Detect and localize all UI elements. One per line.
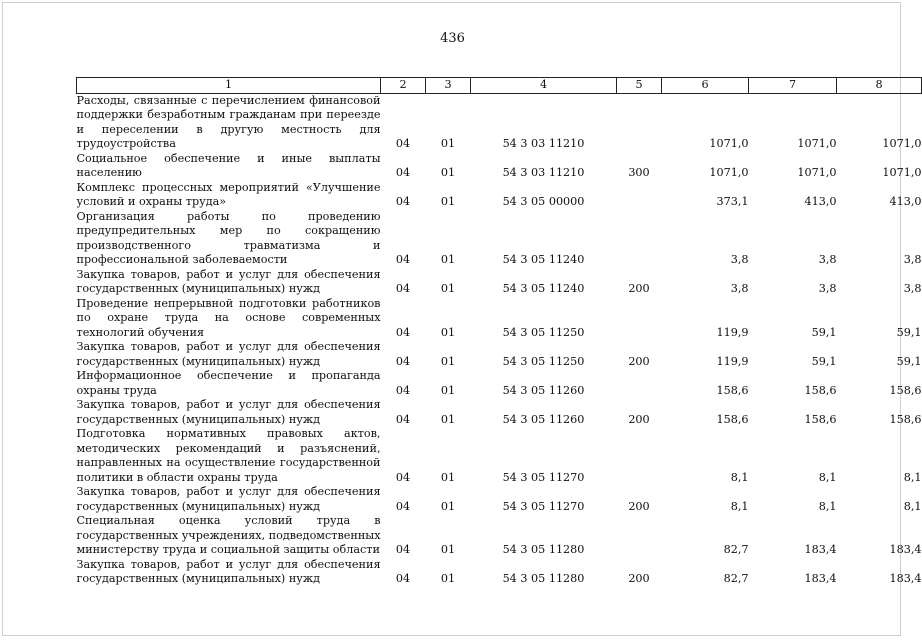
row-value-1: 1071,0 (709, 137, 749, 150)
row-value-3: 8,1 (903, 470, 922, 484)
row-value-2: 413,0 (804, 195, 837, 208)
row-value-2: 1071,0 (797, 166, 837, 179)
row-name: Проведение непрерывной подготовки работников по охране труда на основе современных технологий обучения (76, 296, 381, 339)
row-value-1: 1071,0 (709, 166, 749, 179)
column-header: 4 (471, 78, 617, 94)
row-subsection: 01 (440, 572, 456, 585)
column-header: 3 (426, 78, 471, 94)
column-header: 8 (837, 78, 922, 94)
row-section: 04 (395, 137, 411, 150)
row-name: Подготовка нормативных правовых актов, методических рекомендаций и разъяснений, направленных на осуществление государственной политики в области охраны труда (76, 427, 381, 484)
row-value-1: 82,7 (723, 572, 749, 585)
row-subsection: 01 (440, 412, 456, 426)
row-value-3: 1071,0 (882, 137, 922, 150)
row-expense-type (617, 514, 662, 558)
table-row (77, 485, 922, 514)
table-row (77, 369, 922, 398)
row-expense-type: 200 (628, 282, 650, 295)
row-subsection: 01 (440, 137, 456, 150)
row-expense-type (617, 93, 662, 152)
row-value-1: 119,9 (716, 325, 749, 339)
row-expense-type: 200 (628, 499, 650, 513)
row-value-2: 158,6 (804, 383, 837, 397)
row-value-3: 59,1 (896, 325, 922, 339)
row-value-3: 158,6 (889, 383, 922, 397)
row-expense-type: 200 (628, 572, 650, 585)
row-value-2: 8,1 (818, 499, 837, 513)
table-row (77, 514, 922, 558)
row-section: 04 (395, 325, 411, 339)
row-name: Закупка товаров, работ и услуг для обеспечения государственных (муниципальных) нужд (76, 557, 381, 585)
row-value-3: 8,1 (903, 499, 922, 513)
row-target-code: 54 3 05 11280 (502, 543, 585, 556)
column-header: 6 (662, 78, 749, 94)
row-value-2: 3,8 (818, 253, 837, 266)
row-target-code: 54 3 05 11240 (502, 282, 585, 295)
row-subsection: 01 (440, 325, 456, 339)
row-value-3: 183,4 (889, 543, 922, 556)
row-target-code: 54 3 03 11210 (502, 137, 585, 150)
row-value-1: 82,7 (723, 543, 749, 556)
row-name: Расходы, связанные с перечислением финансовой поддержки безработным гражданам при переезде и переселении в другую местность для трудоустройства (76, 93, 381, 150)
row-section: 04 (395, 383, 411, 397)
row-section: 04 (395, 572, 411, 585)
row-expense-type: 300 (628, 166, 650, 179)
table-row (77, 93, 922, 152)
table-row (77, 268, 922, 297)
row-subsection: 01 (440, 470, 456, 484)
row-value-2: 59,1 (811, 325, 837, 339)
row-section: 04 (395, 253, 411, 266)
row-target-code: 54 3 05 00000 (502, 195, 585, 208)
row-subsection: 01 (440, 166, 456, 179)
row-expense-type (617, 427, 662, 485)
row-section: 04 (395, 470, 411, 484)
row-value-1: 119,9 (716, 354, 749, 368)
row-name: Организация работы по проведению предупредительных мер по сокращению производственного травматизма и профессиональной заболеваемости (76, 209, 381, 266)
row-name: Комплекс процессных мероприятий «Улучшение условий и охраны труда» (76, 180, 381, 208)
budget-table (76, 77, 922, 587)
row-expense-type (617, 297, 662, 341)
row-value-3: 3,8 (903, 253, 922, 266)
page-number: 436 (440, 31, 465, 46)
row-value-3: 183,4 (889, 572, 922, 585)
column-header: 5 (617, 78, 662, 94)
row-target-code: 54 3 05 11270 (502, 499, 585, 513)
row-name: Закупка товаров, работ и услуг для обеспечения государственных (муниципальных) нужд (76, 485, 381, 513)
row-section: 04 (395, 166, 411, 179)
row-value-3: 413,0 (889, 195, 922, 208)
row-value-3: 158,6 (889, 412, 922, 426)
row-value-1: 158,6 (716, 412, 749, 426)
row-value-1: 158,6 (716, 383, 749, 397)
row-value-2: 183,4 (804, 572, 837, 585)
row-expense-type (617, 369, 662, 398)
row-target-code: 54 3 05 11240 (502, 253, 585, 266)
row-target-code: 54 3 05 11250 (502, 325, 585, 339)
row-section: 04 (395, 499, 411, 513)
row-expense-type: 200 (628, 412, 650, 426)
row-target-code: 54 3 05 11280 (502, 572, 585, 585)
row-target-code: 54 3 05 11260 (502, 383, 585, 397)
row-value-3: 3,8 (903, 282, 922, 295)
row-name: Информационное обеспечение и пропаганда охраны труда (76, 369, 381, 397)
column-header: 7 (749, 78, 837, 94)
row-value-2: 8,1 (818, 470, 837, 484)
row-name: Специальная оценка условий труда в государственных учреждениях, подведомственных министерству труда и социальной защиты области (76, 514, 381, 556)
row-name: Закупка товаров, работ и услуг для обеспечения государственных (муниципальных) нужд (76, 267, 381, 295)
table-row (77, 340, 922, 369)
row-subsection: 01 (440, 543, 456, 556)
row-target-code: 54 3 03 11210 (502, 166, 585, 179)
row-value-2: 158,6 (804, 412, 837, 426)
table-row (77, 427, 922, 485)
row-subsection: 01 (440, 195, 456, 208)
table-row (77, 297, 922, 341)
row-name: Социальное обеспечение и иные выплаты населению (76, 151, 381, 179)
table-row (77, 181, 922, 210)
row-value-3: 59,1 (896, 354, 922, 368)
row-section: 04 (395, 354, 411, 368)
row-value-1: 373,1 (716, 195, 749, 208)
row-section: 04 (395, 543, 411, 556)
row-name: Закупка товаров, работ и услуг для обеспечения государственных (муниципальных) нужд (76, 398, 381, 426)
row-expense-type: 200 (628, 354, 650, 368)
row-value-1: 8,1 (730, 499, 749, 513)
table-row (77, 210, 922, 268)
row-subsection: 01 (440, 383, 456, 397)
row-value-3: 1071,0 (882, 166, 922, 179)
table-row (77, 398, 922, 427)
row-subsection: 01 (440, 354, 456, 368)
row-value-2: 3,8 (818, 282, 837, 295)
table-row (77, 152, 922, 181)
row-section: 04 (395, 282, 411, 295)
row-value-1: 8,1 (730, 470, 749, 484)
row-subsection: 01 (440, 253, 456, 266)
table-row (77, 558, 922, 587)
column-header: 1 (77, 78, 381, 94)
row-value-1: 3,8 (730, 253, 749, 266)
row-target-code: 54 3 05 11270 (502, 470, 585, 484)
row-value-1: 3,8 (730, 282, 749, 295)
row-target-code: 54 3 05 11250 (502, 354, 585, 368)
header-row (77, 78, 922, 94)
row-section: 04 (395, 195, 411, 208)
row-target-code: 54 3 05 11260 (502, 412, 585, 426)
row-value-2: 183,4 (804, 543, 837, 556)
row-subsection: 01 (440, 499, 456, 513)
row-expense-type (617, 210, 662, 268)
row-expense-type (617, 181, 662, 210)
row-section: 04 (395, 412, 411, 426)
column-header: 2 (381, 78, 426, 94)
row-subsection: 01 (440, 282, 456, 295)
row-value-2: 59,1 (811, 354, 837, 368)
row-value-2: 1071,0 (797, 137, 837, 150)
row-name: Закупка товаров, работ и услуг для обеспечения государственных (муниципальных) нужд (76, 340, 381, 368)
